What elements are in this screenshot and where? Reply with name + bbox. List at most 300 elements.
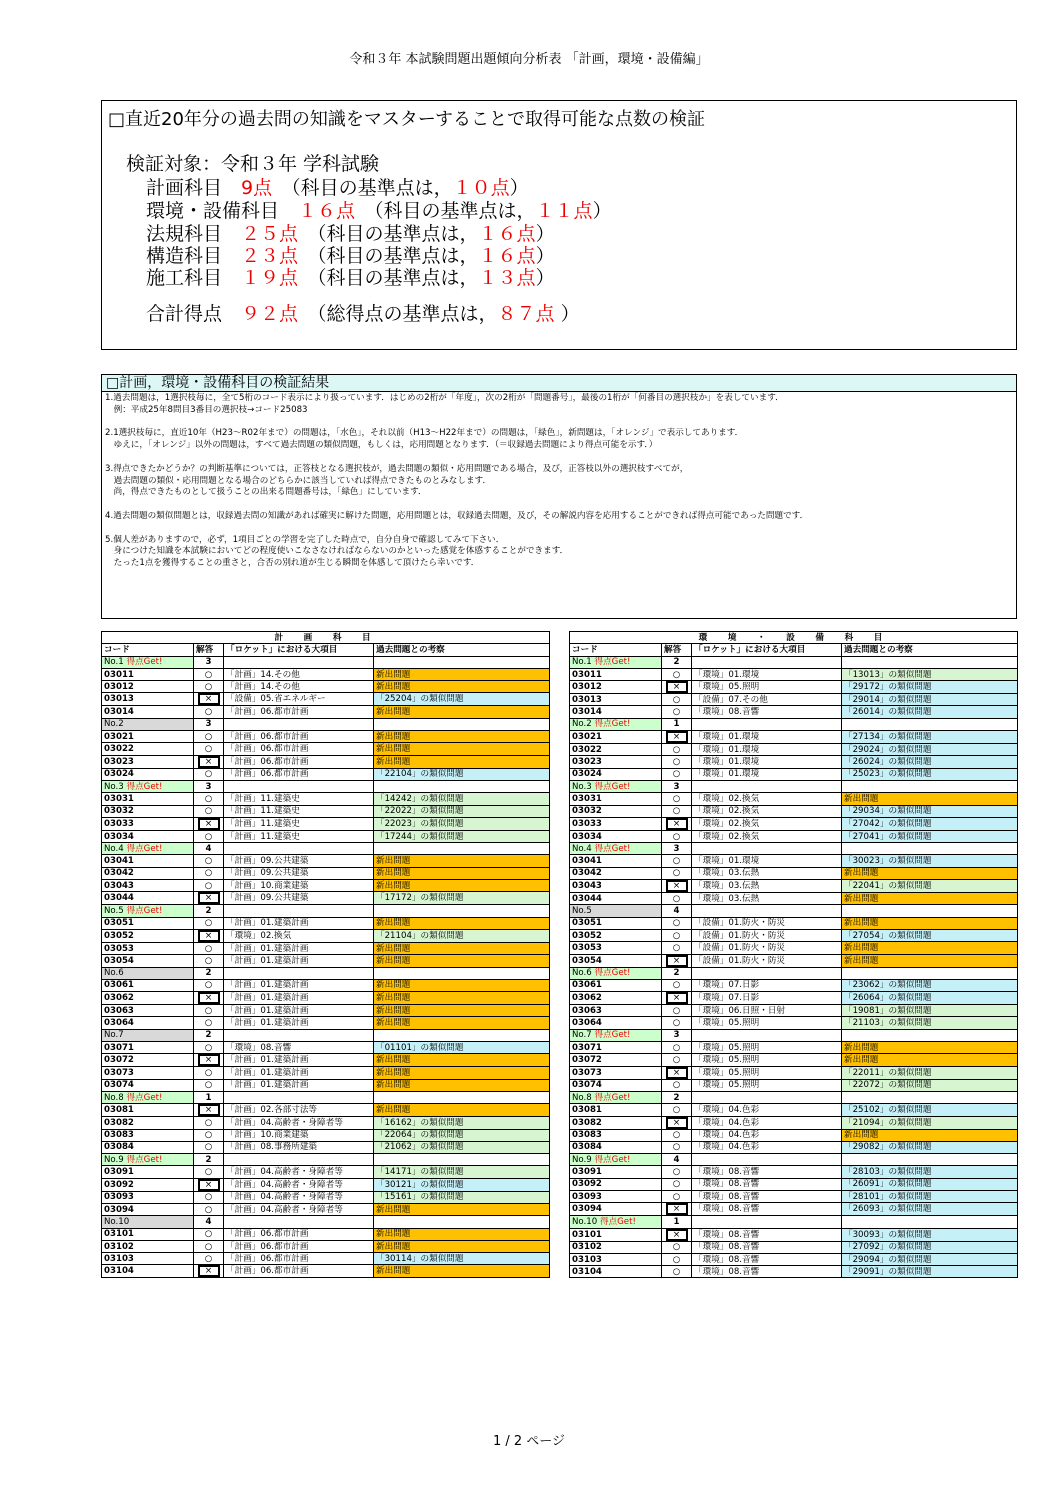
question-no: No.7: [572, 1030, 595, 1041]
group-item-blank: [224, 905, 374, 917]
major-item: 「環境」01.環境: [692, 668, 842, 680]
answer-mark: [662, 1079, 692, 1091]
question-number: [102, 780, 194, 792]
answer-symbol: ○: [672, 707, 681, 718]
answer-symbol: ×: [666, 880, 688, 892]
choice-code: 03024: [570, 768, 662, 780]
question-no: No.3: [104, 781, 127, 792]
answer-symbol: ○: [672, 1130, 681, 1141]
choice-code: 03091: [102, 1166, 194, 1178]
summary-score: １９点: [222, 267, 299, 289]
table-row: [102, 855, 550, 867]
answer-symbol: ○: [672, 793, 681, 804]
answer-mark: [194, 668, 224, 680]
major-item: 「設備」05.省エネルギー: [224, 693, 374, 706]
answer-mark: [194, 1017, 224, 1029]
major-item: 「計画」06.都市計画: [224, 706, 374, 718]
group-item-blank: [692, 656, 842, 668]
question-group-row: [102, 967, 550, 979]
summary-target: 検証対象：令和３年 学科試験: [126, 153, 380, 175]
major-item: 「環境」01.環境: [692, 744, 842, 756]
major-item: 「環境」08.音響: [692, 1228, 842, 1241]
answer-mark: [194, 1067, 224, 1079]
answer-symbol: ○: [204, 1142, 213, 1153]
column-header: 「ロケット」における大項目: [692, 644, 842, 656]
correct-answer: 2: [194, 1029, 224, 1041]
answer-mark: [194, 929, 224, 942]
table-title-row: [570, 632, 1018, 644]
choice-code: 03073: [102, 1067, 194, 1079]
table-row: [570, 830, 1018, 842]
answer-symbol: ○: [204, 1005, 213, 1016]
choice-code: 03014: [570, 706, 662, 718]
question-no: No.9: [104, 1154, 127, 1165]
choice-code: 03071: [102, 1042, 194, 1054]
past-question-note: 新出問題: [842, 867, 1018, 879]
question-group-row: [570, 656, 1018, 668]
answer-symbol: ○: [204, 1229, 213, 1240]
past-question-note: 「14242」の類似問題: [374, 793, 550, 805]
past-question-note: 「29094」の類似問題: [842, 1253, 1018, 1265]
table-row: [102, 668, 550, 680]
correct-answer: 3: [194, 718, 224, 730]
answer-symbol: ○: [672, 868, 681, 879]
answer-symbol: ○: [204, 856, 213, 867]
major-item: 「計画」01.建築計画: [224, 955, 374, 967]
answer-symbol: ○: [204, 918, 213, 929]
major-item: 「環境」04.色彩: [692, 1116, 842, 1129]
table-row: [102, 1253, 550, 1265]
answer-mark: [662, 1017, 692, 1029]
group-item-blank: [224, 1216, 374, 1228]
choice-code: 03034: [102, 830, 194, 842]
table-row: [102, 1067, 550, 1079]
past-question-note: 新出問題: [374, 755, 550, 768]
group-note-blank: [842, 1091, 1018, 1103]
answer-mark: [194, 805, 224, 817]
question-number: [102, 905, 194, 917]
answer-symbol: ○: [672, 1080, 681, 1091]
answer-symbol: ○: [204, 769, 213, 780]
group-note-blank: [842, 1216, 1018, 1228]
question-number: [570, 1091, 662, 1103]
past-question-note: 「26024」の類似問題: [842, 756, 1018, 768]
table-row: [570, 1253, 1018, 1265]
answer-symbol: ×: [198, 693, 220, 705]
answer-symbol: ×: [198, 1265, 220, 1277]
answer-mark: [662, 1005, 692, 1017]
major-item: 「環境」08.音響: [692, 1166, 842, 1178]
table-row: [102, 817, 550, 830]
answer-mark: [662, 992, 692, 1005]
table-row: [102, 1017, 550, 1029]
question-no: No.2: [104, 719, 124, 730]
past-question-note: 「22022」の類似問題: [374, 805, 550, 817]
table-row: [102, 992, 550, 1005]
notes-heading: □計画，環境・設備科目の検証結果: [102, 375, 1016, 392]
choice-code: 03101: [570, 1228, 662, 1241]
answer-symbol: ○: [672, 1191, 681, 1202]
major-item: 「環境」08.音響: [692, 1253, 842, 1265]
past-question-note: 新出問題: [374, 1228, 550, 1240]
past-question-note: 新出問題: [374, 1079, 550, 1091]
answer-mark: [662, 979, 692, 991]
major-item: 「環境」02.換気: [692, 793, 842, 805]
group-item-blank: [224, 1091, 374, 1103]
past-question-note: 「22072」の類似問題: [842, 1079, 1018, 1091]
table-title: 計 画 科 目: [102, 632, 550, 644]
table-row: [570, 681, 1018, 694]
table-row: [570, 1228, 1018, 1241]
table-title-row: [102, 632, 550, 644]
question-number: [570, 1216, 662, 1228]
choice-code: 03101: [102, 1228, 194, 1240]
table-row: [570, 1266, 1018, 1278]
past-question-note: 新出問題: [374, 743, 550, 755]
past-question-note: 新出問題: [374, 1005, 550, 1017]
summary-post: ）: [554, 303, 580, 325]
answer-symbol: ×: [198, 892, 220, 904]
group-item-blank: [224, 843, 374, 855]
planning-table: [101, 631, 550, 1278]
answer-mark: [662, 694, 692, 706]
past-question-note: 新出問題: [374, 1104, 550, 1117]
group-item-blank: [692, 1029, 842, 1041]
table-row: [102, 768, 550, 780]
answer-mark: [194, 955, 224, 967]
table-row: [102, 731, 550, 743]
table-row: [102, 1178, 550, 1191]
notes-line: 例：平成25年8問目3番目の選択枝→コード25083: [105, 404, 308, 415]
summary-pre: （科目の基準点は，: [298, 245, 479, 267]
table-row: [570, 706, 1018, 718]
score-get-badge: 得点Get!: [599, 1216, 636, 1227]
choice-code: 03082: [570, 1116, 662, 1129]
choice-code: 03063: [102, 1005, 194, 1017]
major-item: 「環境」02.換気: [224, 929, 374, 942]
table-row: [102, 706, 550, 718]
choice-code: 03042: [570, 867, 662, 879]
choice-code: 03103: [102, 1253, 194, 1265]
answer-mark: [194, 768, 224, 780]
major-item: 「設備」07.その他: [692, 694, 842, 706]
summary-pre: （科目の基準点は，: [355, 200, 536, 222]
table-row: [570, 1116, 1018, 1129]
answer-symbol: ○: [672, 1179, 681, 1190]
table-row: [570, 855, 1018, 867]
major-item: 「環境」05.照明: [692, 1017, 842, 1029]
major-item: 「計画」01.建築計画: [224, 992, 374, 1005]
choice-code: 03064: [570, 1017, 662, 1029]
notes-box: [101, 374, 1017, 619]
past-question-note: 「21103」の類似問題: [842, 1017, 1018, 1029]
environment-table: [569, 631, 1018, 1278]
choice-code: 03051: [570, 917, 662, 929]
past-question-note: 新出問題: [374, 880, 550, 892]
group-item-blank: [224, 967, 374, 979]
choice-code: 03092: [570, 1178, 662, 1190]
past-question-note: 「19081」の類似問題: [842, 1005, 1018, 1017]
major-item: 「計画」06.都市計画: [224, 743, 374, 755]
major-item: 「環境」06.日照・日射: [692, 1005, 842, 1017]
major-item: 「計画」04.高齢者・身障者等: [224, 1166, 374, 1178]
answer-mark: [662, 681, 692, 694]
question-number: [102, 1154, 194, 1166]
choice-code: 03104: [570, 1266, 662, 1278]
major-item: 「計画」02.各部寸法等: [224, 1104, 374, 1117]
answer-mark: [194, 1054, 224, 1067]
question-number: [570, 656, 662, 668]
answer-mark: [662, 942, 692, 954]
group-note-blank: [374, 967, 550, 979]
question-group-row: [570, 1029, 1018, 1041]
column-header: 「ロケット」における大項目: [224, 644, 374, 656]
major-item: 「設備」01.防火・防災: [692, 917, 842, 929]
summary-post: ）: [535, 223, 555, 245]
past-question-note: 「30121」の類似問題: [374, 1178, 550, 1191]
table-row: [102, 743, 550, 755]
choice-code: 03104: [102, 1265, 194, 1278]
past-question-note: 新出問題: [374, 668, 550, 680]
table-row: [102, 1117, 550, 1129]
group-note-blank: [842, 1154, 1018, 1166]
past-question-note: 新出問題: [374, 1240, 550, 1252]
table-row: [102, 1054, 550, 1067]
answer-symbol: ○: [672, 980, 681, 991]
question-no: No.9: [572, 1154, 595, 1165]
question-no: No.7: [104, 1030, 124, 1041]
past-question-note: 新出問題: [374, 855, 550, 867]
answer-mark: [194, 1228, 224, 1240]
score-get-badge: 得点Get!: [594, 1092, 631, 1103]
past-question-note: 「25204」の類似問題: [374, 693, 550, 706]
major-item: 「計画」04.高齢者・身障者等: [224, 1203, 374, 1215]
major-item: 「環境」05.照明: [692, 1066, 842, 1079]
answer-symbol: ○: [672, 942, 681, 953]
answer-mark: [662, 954, 692, 967]
major-item: 「計画」08.事務所建築: [224, 1141, 374, 1153]
major-item: 「環境」05.照明: [692, 1042, 842, 1054]
past-question-note: 「13013」の類似問題: [842, 668, 1018, 680]
notes-line: ゆえに，「オレンジ」以外の問題は，すべて過去問題の類似問題，もしくは，応用問題となります．（＝収録過去問題により得点可能を示す．）: [105, 440, 658, 451]
notes-line: 5.個人差がありますので，必ず，1項目ごとの学習を完了した時点で，自分自身で確認してみて下さい．: [105, 534, 505, 545]
answer-symbol: ○: [672, 1167, 681, 1178]
choice-code: 03011: [102, 668, 194, 680]
past-question-note: 「23062」の類似問題: [842, 979, 1018, 991]
answer-mark: [662, 830, 692, 842]
answer-symbol: ○: [204, 707, 213, 718]
answer-mark: [194, 1042, 224, 1054]
major-item: 「環境」08.音響: [692, 1241, 842, 1253]
past-question-note: 「26064」の類似問題: [842, 992, 1018, 1005]
table-row: [102, 1104, 550, 1117]
answer-symbol: ○: [204, 1080, 213, 1091]
page-number: 1 / 2 ページ: [492, 1434, 566, 1449]
major-item: 「計画」06.都市計画: [224, 1265, 374, 1278]
score-get-badge: 得点Get!: [594, 1154, 631, 1165]
answer-symbol: ○: [204, 681, 213, 692]
table-row: [102, 1005, 550, 1017]
table-row: [102, 867, 550, 879]
past-question-note: 新出問題: [842, 893, 1018, 905]
answer-mark: [194, 1178, 224, 1191]
group-note-blank: [842, 780, 1018, 792]
answer-symbol: ○: [672, 893, 681, 904]
choice-code: 03041: [570, 855, 662, 867]
answer-mark: [662, 1178, 692, 1190]
major-item: 「計画」11.建築史: [224, 830, 374, 842]
answer-symbol: ×: [666, 1203, 688, 1215]
major-item: 「計画」01.建築計画: [224, 1054, 374, 1067]
answer-mark: [662, 1141, 692, 1153]
table-row: [570, 1079, 1018, 1091]
past-question-note: 「27134」の類似問題: [842, 731, 1018, 744]
answer-symbol: ○: [204, 1067, 213, 1078]
answer-symbol: ○: [204, 793, 213, 804]
past-question-note: 「26014」の類似問題: [842, 706, 1018, 718]
table-row: [102, 693, 550, 706]
question-group-row: [570, 780, 1018, 792]
past-question-note: 新出問題: [374, 992, 550, 1005]
answer-mark: [194, 755, 224, 768]
answer-mark: [194, 693, 224, 706]
table-row: [102, 755, 550, 768]
score-get-badge: 得点Get!: [126, 657, 163, 668]
choice-code: 03072: [102, 1054, 194, 1067]
past-question-note: 新出問題: [374, 1067, 550, 1079]
answer-symbol: ×: [198, 992, 220, 1004]
notes-line: 過去問題の類似・応用問題となる場合のどちらかに該当していれば得点できたものとみなします．: [105, 475, 492, 486]
answer-mark: [662, 1129, 692, 1141]
answer-mark: [194, 706, 224, 718]
table-row: [570, 1178, 1018, 1190]
answer-mark: [194, 743, 224, 755]
answer-mark: [194, 830, 224, 842]
score-get-badge: 得点Get!: [126, 1092, 163, 1103]
answer-symbol: ○: [672, 1018, 681, 1029]
past-question-note: 「01101」の類似問題: [374, 1042, 550, 1054]
major-item: 「計画」06.都市計画: [224, 1240, 374, 1252]
question-no: No.4: [104, 843, 127, 854]
major-item: 「計画」06.都市計画: [224, 731, 374, 743]
group-item-blank: [224, 718, 374, 730]
major-item: 「計画」01.建築計画: [224, 1079, 374, 1091]
choice-code: 03093: [102, 1191, 194, 1203]
past-question-note: 「30023」の類似問題: [842, 855, 1018, 867]
correct-answer: 2: [662, 1091, 692, 1103]
question-group-row: [570, 967, 1018, 979]
correct-answer: 1: [194, 1091, 224, 1103]
score-get-badge: 得点Get!: [594, 719, 631, 730]
major-item: 「計画」06.都市計画: [224, 1228, 374, 1240]
answer-symbol: ×: [198, 930, 220, 942]
table-row: [570, 1005, 1018, 1017]
correct-answer: 1: [662, 718, 692, 730]
choice-code: 03012: [102, 681, 194, 693]
answer-symbol: ○: [204, 1117, 213, 1128]
choice-code: 03084: [102, 1141, 194, 1153]
table-row: [570, 805, 1018, 817]
answer-mark: [194, 1203, 224, 1215]
table-row: [570, 979, 1018, 991]
past-question-note: 「29172」の類似問題: [842, 681, 1018, 694]
major-item: 「計画」01.建築計画: [224, 979, 374, 991]
past-question-note: 「29024」の類似問題: [842, 744, 1018, 756]
table-row: [102, 830, 550, 842]
question-no: No.10: [104, 1216, 130, 1227]
group-note-blank: [842, 1029, 1018, 1041]
answer-symbol: ○: [672, 1266, 681, 1277]
table-row: [102, 1240, 550, 1252]
past-question-note: 「30093」の類似問題: [842, 1228, 1018, 1241]
question-no: No.6: [104, 968, 124, 979]
major-item: 「計画」04.高齢者・身障者等: [224, 1178, 374, 1191]
question-number: [102, 718, 194, 730]
table-row: [570, 992, 1018, 1005]
choice-code: 03043: [570, 880, 662, 893]
score-get-badge: 得点Get!: [594, 657, 631, 668]
question-group-row: [102, 718, 550, 730]
choice-code: 03074: [102, 1079, 194, 1091]
choice-code: 03062: [570, 992, 662, 1005]
group-note-blank: [374, 1091, 550, 1103]
answer-mark: [662, 893, 692, 905]
group-item-blank: [692, 1091, 842, 1103]
answer-symbol: ○: [672, 1254, 681, 1265]
past-question-note: 「28103」の類似問題: [842, 1166, 1018, 1178]
summary-subject: 構造科目: [146, 245, 223, 267]
summary-box: [101, 100, 1017, 350]
table-row: [102, 1203, 550, 1215]
choice-code: 03034: [570, 830, 662, 842]
question-group-row: [570, 843, 1018, 855]
choice-code: 03044: [570, 893, 662, 905]
major-item: 「環境」02.換気: [692, 805, 842, 817]
past-question-note: 新出問題: [842, 954, 1018, 967]
answer-mark: [194, 867, 224, 879]
major-item: 「設備」01.防火・防災: [692, 929, 842, 941]
table-header-row: [102, 644, 550, 656]
choice-code: 03024: [102, 768, 194, 780]
question-number: [102, 967, 194, 979]
summary-post: ）: [509, 177, 529, 199]
answer-mark: [194, 1240, 224, 1252]
question-group-row: [570, 718, 1018, 730]
summary-subject: 合計得点: [146, 303, 223, 325]
major-item: 「計画」14.その他: [224, 681, 374, 693]
answer-symbol: ○: [204, 1130, 213, 1141]
answer-mark: [194, 681, 224, 693]
summary-score: １６点: [279, 200, 356, 222]
answer-mark: [194, 1129, 224, 1141]
major-item: 「環境」01.環境: [692, 855, 842, 867]
answer-symbol: ×: [198, 1054, 220, 1066]
group-item-blank: [692, 967, 842, 979]
correct-answer: 3: [194, 780, 224, 792]
answer-mark: [662, 1228, 692, 1241]
notes-line: 身につけた知識を本試験においてどの程度使いこなさなければならないのかといった感覚を体感することができます．: [105, 546, 569, 557]
major-item: 「計画」01.建築計画: [224, 942, 374, 954]
answer-symbol: ○: [204, 669, 213, 680]
past-question-note: 「22104」の類似問題: [374, 768, 550, 780]
choice-code: 03081: [102, 1104, 194, 1117]
table-row: [570, 929, 1018, 941]
table-row: [102, 793, 550, 805]
correct-answer: 1: [662, 1216, 692, 1228]
answer-symbol: ○: [204, 1204, 213, 1215]
choice-code: 03032: [102, 805, 194, 817]
answer-mark: [194, 731, 224, 743]
